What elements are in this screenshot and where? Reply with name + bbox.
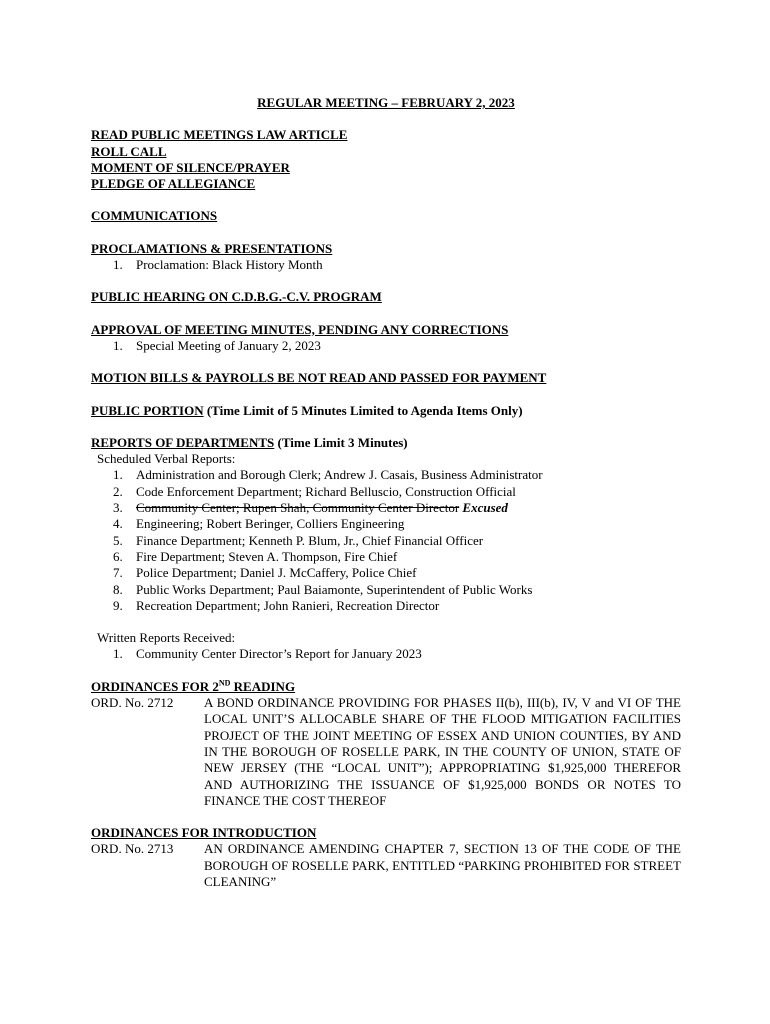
minutes-section bbox=[91, 322, 681, 355]
introduction-heading: ORDINANCES FOR INTRODUCTION bbox=[91, 825, 317, 841]
agenda-content bbox=[91, 95, 681, 906]
public-portion-section bbox=[91, 403, 681, 419]
ordinance-text: A BOND ORDINANCE PROVIDING FOR PHASES II(b), III(b), IV, V and VI OF THE LOCAL UNIT’S ALLOCABLE SHARE OF THE FLOOD MITIGATION FACILITIES PROJECT OF THE JOINT MEETING OF ESSEX AND UNION COUNTIES, BY AND IN THE BOROUGH OF ROSELLE PARK, IN THE COUNTY OF UNION, STATE OF NEW JERSEY (THE “LOCAL UNIT”); APPROPRIATING $1,925,000 THEREFOR AND AUTHORIZING THE ISSUANCE OF $1,925,000 BONDS OR NOTES TO FINANCE THE COST THEREOF bbox=[204, 695, 681, 808]
excused-status: Excused bbox=[462, 500, 508, 516]
public-portion-heading: PUBLIC PORTION (Time Limit of 5 Minutes Limited to Agenda Items Only) bbox=[91, 402, 523, 418]
communications-heading: COMMUNICATIONS bbox=[91, 208, 218, 224]
motion-bills-section bbox=[91, 370, 681, 386]
page-title: REGULAR MEETING – FEBRUARY 2, 2023 bbox=[257, 95, 515, 110]
second-reading-section bbox=[91, 679, 681, 809]
verbal-reports-label: Scheduled Verbal Reports: bbox=[97, 451, 236, 467]
opening-section bbox=[91, 127, 681, 192]
list-item: 9. Recreation Department; John Ranieri, Recreation Director bbox=[113, 597, 440, 613]
ordinance-number: ORD. No. 2713 bbox=[91, 841, 174, 857]
list-item: 6. Fire Department; Steven A. Thompson, Fire Chief bbox=[113, 548, 398, 564]
proclamations-heading: PROCLAMATIONS & PRESENTATIONS bbox=[91, 240, 333, 256]
list-item: 7. Police Department; Daniel J. McCaffery, Police Chief bbox=[113, 565, 417, 581]
minutes-heading: APPROVAL OF MEETING MINUTES, PENDING ANY CORRECTIONS bbox=[91, 321, 509, 337]
list-item: 1. Administration and Borough Clerk; Andrew J. Casais, Business Administrator bbox=[113, 467, 543, 483]
opening-item: READ PUBLIC MEETINGS LAW ARTICLE bbox=[91, 127, 348, 143]
opening-item: PLEDGE OF ALLEGIANCE bbox=[91, 176, 256, 192]
proclamations-section bbox=[91, 241, 681, 274]
introduction-section bbox=[91, 825, 681, 890]
ordinance-number: ORD. No. 2712 bbox=[91, 695, 174, 711]
list-item: 4. Engineering; Robert Beringer, Colliers Engineering bbox=[113, 516, 405, 532]
list-item: 2. Code Enforcement Department; Richard Belluscio, Construction Official bbox=[113, 483, 516, 499]
communications-section bbox=[91, 208, 681, 224]
opening-item: MOMENT OF SILENCE/PRAYER bbox=[91, 159, 290, 175]
ordinance-text: AN ORDINANCE AMENDING CHAPTER 7, SECTION 13 OF THE CODE OF THE BOROUGH OF ROSELLE PARK, ENTITLED “PARKING PROHIBITED FOR STREET CLEANING” bbox=[204, 841, 681, 889]
list-item: 5. Finance Department; Kenneth P. Blum, Jr., Chief Financial Officer bbox=[113, 532, 484, 548]
reports-heading: REPORTS OF DEPARTMENTS (Time Limit 3 Minutes) bbox=[91, 434, 408, 450]
second-reading-heading: ORDINANCES FOR 2ND READING bbox=[91, 678, 296, 694]
public-hearing-section bbox=[91, 289, 681, 305]
motion-bills-heading: MOTION BILLS & PAYROLLS BE NOT READ AND PASSED FOR PAYMENT bbox=[91, 370, 547, 386]
written-reports-label: Written Reports Received: bbox=[97, 630, 236, 646]
ordinance-2712 bbox=[91, 695, 681, 809]
public-hearing-heading: PUBLIC HEARING ON C.D.B.G.-C.V. PROGRAM bbox=[91, 289, 382, 305]
reports-section bbox=[91, 435, 681, 663]
written-reports-list bbox=[91, 646, 681, 662]
list-item: 1. Community Center Director’s Report for January 2023 bbox=[113, 646, 422, 662]
verbal-reports-list bbox=[91, 467, 681, 614]
list-item: 8. Public Works Department; Paul Baiamonte, Superintendent of Public Works bbox=[113, 581, 533, 597]
opening-item: ROLL CALL bbox=[91, 143, 167, 159]
list-item: 1. Special Meeting of January 2, 2023 bbox=[113, 337, 321, 353]
list-item: 1. Proclamation: Black History Month bbox=[113, 257, 323, 273]
ordinance-2713 bbox=[91, 841, 681, 890]
list-item: 3. Community Center; Rupen Shah, Community Center Director Excused bbox=[113, 500, 508, 516]
